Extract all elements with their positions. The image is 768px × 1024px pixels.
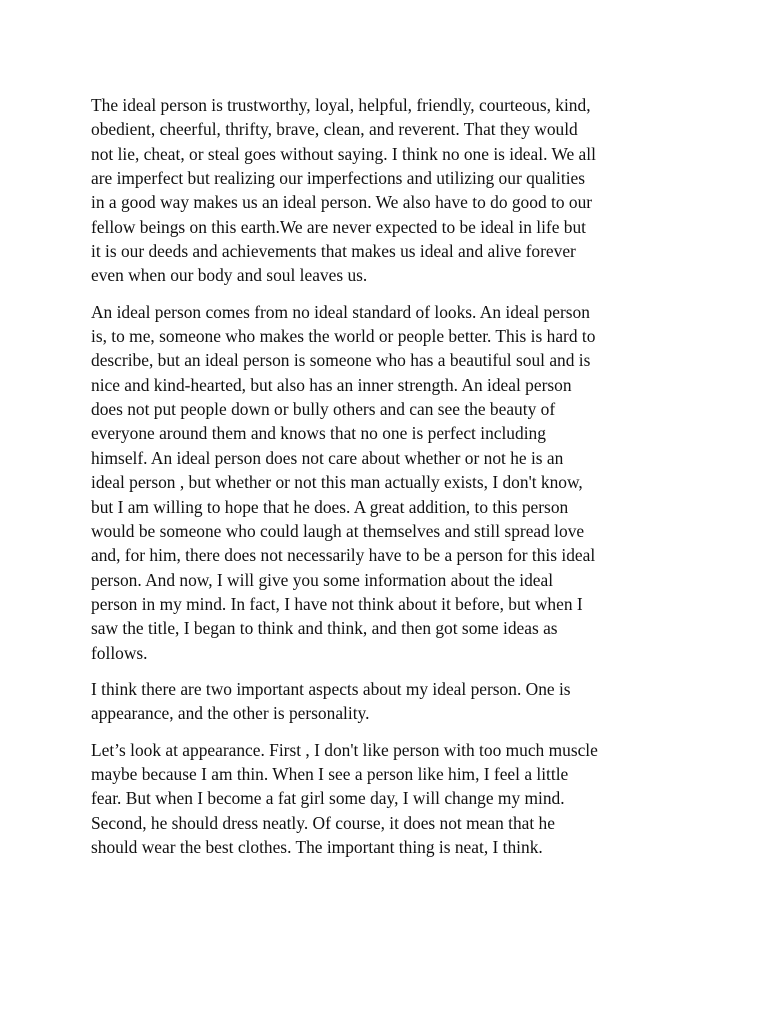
text-line: fear. But when I become a fat girl some day, I will change my mind. (91, 788, 565, 809)
text-line: everyone around them and knows that no one is perfect including (91, 423, 546, 444)
text-line: saw the title, I began to think and think, and then got some ideas as (91, 618, 558, 639)
text-line: ideal person , but whether or not this man actually exists, I don't know, (91, 472, 583, 493)
paragraph (91, 738, 691, 860)
text-line: not lie, cheat, or steal goes without saying. I think no one is ideal. We all (91, 143, 596, 164)
paragraph (91, 93, 691, 288)
text-line: maybe because I am thin. When I see a person like him, I feel a little (91, 763, 569, 784)
text-line: should wear the best clothes. The important thing is neat, I think. (91, 836, 543, 857)
text-line: it is our deeds and achievements that makes us ideal and alive forever (91, 241, 576, 262)
text-line: follows. (91, 642, 148, 663)
document-text (91, 93, 691, 871)
text-line: himself. An ideal person does not care about whether or not he is an (91, 447, 564, 468)
text-line: in a good way makes us an ideal person. We also have to do good to our (91, 192, 593, 213)
text-line: is, to me, someone who makes the world or people better. This is hard to (91, 326, 596, 347)
text-line: would be someone who could laugh at themselves and still spread love (91, 520, 585, 541)
text-line: obedient, cheerful, thrifty, brave, clean, and reverent. That they would (91, 119, 578, 140)
text-line: I think there are two important aspects about my ideal person. One is (91, 678, 571, 699)
paragraph (91, 300, 691, 665)
text-line: does not put people down or bully others and can see the beauty of (91, 399, 556, 420)
text-line: and, for him, there does not necessarily have to be a person for this ideal (91, 545, 596, 566)
text-line: fellow beings on this earth.We are never expected to be ideal in life but (91, 216, 587, 237)
text-line: An ideal person comes from no ideal standard of looks. An ideal person (91, 301, 590, 322)
text-line: describe, but an ideal person is someone who has a beautiful soul and is (91, 350, 591, 371)
text-line: even when our body and soul leaves us. (91, 265, 368, 286)
text-line: person. And now, I will give you some information about the ideal (91, 569, 554, 590)
text-line: Let’s look at appearance. First , I don't like person with too much muscle (91, 739, 598, 760)
text-line: person in my mind. In fact, I have not think about it before, but when I (91, 593, 583, 614)
text-line: The ideal person is trustworthy, loyal, helpful, friendly, courteous, kind, (91, 95, 591, 115)
text-line: nice and kind-hearted, but also has an inner strength. An ideal person (91, 374, 572, 395)
text-line: Second, he should dress neatly. Of course, it does not mean that he (91, 812, 555, 833)
text-line: are imperfect but realizing our imperfections and utilizing our qualities (91, 168, 586, 189)
text-line: appearance, and the other is personality. (91, 703, 370, 724)
text-line: but I am willing to hope that he does. A great addition, to this person (91, 496, 569, 517)
paragraph (91, 677, 691, 726)
